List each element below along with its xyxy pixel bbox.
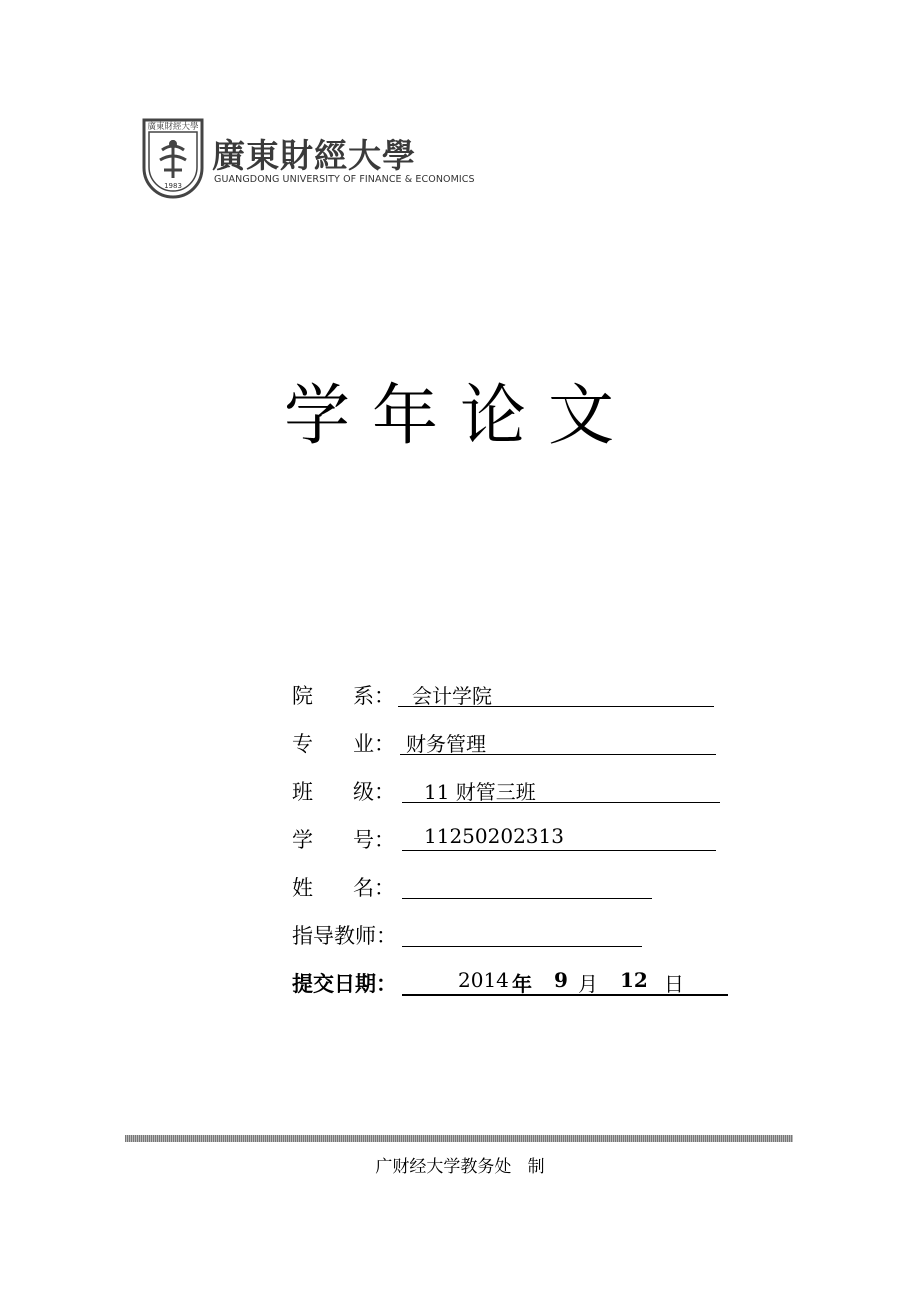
footer-issuer: 广财经大学教务处 制: [375, 1157, 545, 1177]
page-title: 学年论文: [284, 377, 636, 454]
department-value: 会计学院: [412, 684, 492, 708]
student-id-underline: [402, 850, 716, 851]
student-id-label: 学 号：: [292, 828, 396, 852]
advisor-underline: [402, 946, 642, 947]
date-month: 9: [554, 968, 568, 992]
university-logo: [140, 116, 475, 202]
seal-text: 廣東財經大學: [147, 122, 199, 132]
major-value: 财务管理: [406, 732, 486, 756]
class-label: 班 级：: [292, 780, 396, 804]
major-label: 专 业：: [292, 732, 396, 756]
name-underline: [402, 898, 652, 899]
seal-year: 1983: [164, 182, 182, 190]
university-seal-icon: [140, 116, 206, 200]
department-label: 院 系：: [292, 684, 396, 708]
logo-chinese-name: 廣東財經大學: [212, 136, 416, 175]
class-value: 11 财管三班: [424, 780, 536, 804]
date-year-char: 年: [512, 972, 532, 996]
date-day-char: 日: [664, 972, 684, 996]
date-day: 12: [620, 968, 648, 992]
date-label: 提交日期：: [292, 972, 397, 996]
date-month-char: 月: [578, 972, 598, 996]
student-id-value: 11250202313: [424, 824, 564, 848]
name-label: 姓 名：: [292, 876, 396, 900]
date-year: 2014: [458, 968, 509, 992]
logo-english-name: GUANGDONG UNIVERSITY OF FINANCE & ECONOMICS: [214, 174, 475, 185]
footer-divider: [125, 1135, 793, 1142]
advisor-label: 指导教师：: [292, 924, 397, 948]
